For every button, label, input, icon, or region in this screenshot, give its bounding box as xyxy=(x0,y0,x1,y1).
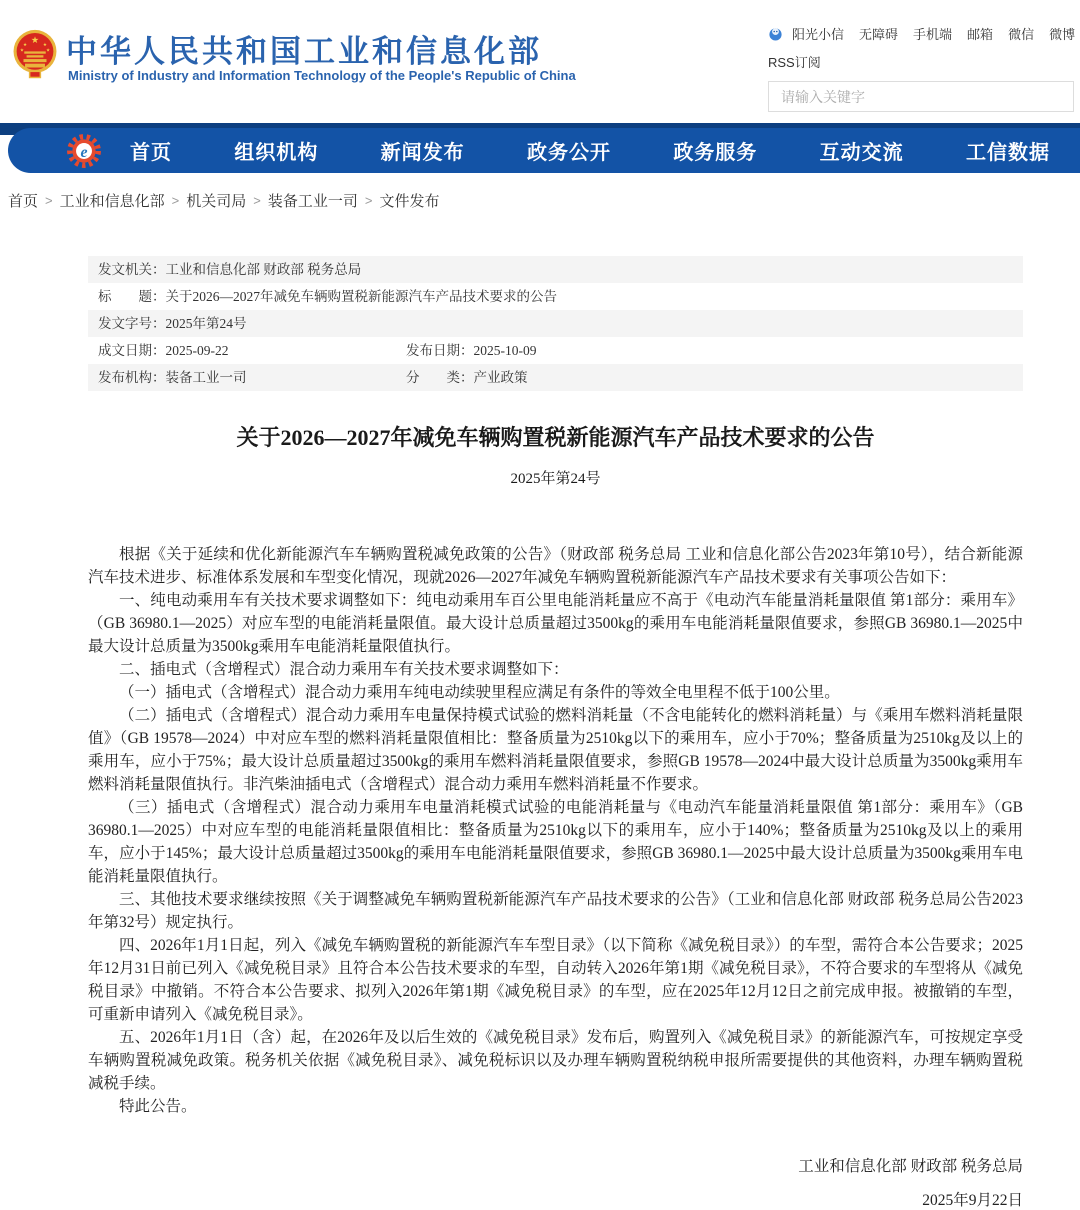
meta-label: 发文字号： xyxy=(98,316,166,331)
breadcrumb-separator: > xyxy=(171,193,180,208)
document-title: 关于2026—2027年减免车辆购置税新能源汽车产品技术要求的公告 xyxy=(236,425,875,450)
meta-label: 分 类： xyxy=(406,370,474,385)
meta-row-title xyxy=(88,283,1023,310)
signature-agencies: 工业和信息化部 财政部 税务总局 xyxy=(798,1158,1023,1175)
breadcrumb-separator: > xyxy=(364,193,373,208)
quick-link-mail[interactable]: 邮箱 xyxy=(967,27,994,42)
quick-link-accessibility[interactable]: 无障碍 xyxy=(859,27,899,42)
meta-label: 标 题： xyxy=(98,289,166,304)
svg-text:e: e xyxy=(80,143,88,161)
nav-item-gov-services[interactable]: 政务服务 xyxy=(673,142,758,164)
svg-text:★: ★ xyxy=(19,47,25,53)
body-paragraph: 二、插电式（含增程式）混合动力乘用车有关技术要求调整如下： xyxy=(119,661,569,678)
meta-value: 产业政策 xyxy=(473,370,528,385)
document-number: 2025年第24号 xyxy=(510,471,601,487)
meta-row-doc-number xyxy=(88,310,1023,337)
body-paragraph: （二）插电式（含增程式）混合动力乘用车电量保持模式试验的燃料消耗量（不含电能转化的燃料消耗量）与《乘用车燃料消耗量限值》（GB 19578—2024）中对应车型的燃料消耗量限值相比：整备质量为2510kg以下的乘用车，应小于70%；整备质量为2510kg及以上的乘用车，应小于75%；最大设计总质量超过3500kg的乘用车燃料消耗量限值要求，参照GB 19578—2024中最大设计总质量为3500kg乘用车燃料消耗量限值执行。非汽柴油插电式（含增程式）混合动力乘用车燃料消耗量不作要求。 xyxy=(88,707,1023,793)
meta-label: 发布日期： xyxy=(406,343,474,358)
miit-gear-e-logo-icon xyxy=(66,133,102,169)
meta-row-publisher-category xyxy=(88,364,1023,391)
nav-item-gov-affairs[interactable]: 政务公开 xyxy=(526,142,611,164)
quick-link-weibo[interactable]: 微博 xyxy=(1049,27,1076,42)
body-paragraph: （一）插电式（含增程式）混合动力乘用车纯电动续驶里程应满足有条件的等效全电里程不低于100公里。 xyxy=(119,684,840,701)
meta-row-issuing-authority xyxy=(88,256,1023,283)
nav-items xyxy=(130,136,1050,165)
nav-item-news[interactable]: 新闻发布 xyxy=(380,142,465,164)
meta-label: 成文日期： xyxy=(98,343,166,358)
body-paragraph: 四、2026年1月1日起，列入《减免车辆购置税的新能源汽车车型目录》（以下简称《减免税目录》）的车型，需符合本公告要求；2025年12月31日前已列入《减免税目录》且符合本公告技术要求的车型，自动转入2026年第1期《减免税目录》，不符合要求的车型将从《减免税目录》中撤销。不符合本公告要求、拟列入2026年第1期《减免税目录》的车型，应在2025年12月12日之前完成申报。被撤销的车型，可重新申请列入《减免税目录》。 xyxy=(88,937,1023,1023)
svg-text:★: ★ xyxy=(22,42,28,48)
meta-value: 工业和信息化部 财政部 税务总局 xyxy=(165,262,362,277)
document-body xyxy=(88,543,1023,1118)
document-page xyxy=(88,256,1023,1210)
meta-label: 发布机构： xyxy=(98,370,166,385)
breadcrumb-departments[interactable]: 机关司局 xyxy=(186,193,247,210)
national-emblem-icon xyxy=(12,28,58,84)
nav-item-organization[interactable]: 组织机构 xyxy=(234,142,319,164)
quick-link-sunshine[interactable]: 阳光小信 xyxy=(792,27,845,42)
svg-text:★: ★ xyxy=(45,47,51,53)
search-input[interactable] xyxy=(769,82,1073,111)
body-paragraph: 根据《关于延续和优化新能源汽车车辆购置税减免政策的公告》（财政部 税务总局 工业和信息化部公告2023年第10号），结合新能源汽车技术进步、标准体系发展和车型变化情况，现就2026—2027年减免车辆购置税新能源汽车产品技术要求有关事项公告如下： xyxy=(88,546,1023,586)
breadcrumb-home[interactable]: 首页 xyxy=(8,193,39,210)
site-search xyxy=(768,81,1074,112)
quick-link-mobile[interactable]: 手机端 xyxy=(913,27,953,42)
sunshine-mascot-icon xyxy=(768,26,783,41)
svg-text:★: ★ xyxy=(42,42,48,48)
breadcrumb-separator: > xyxy=(253,193,261,208)
nav-item-data[interactable]: 工信数据 xyxy=(965,142,1050,164)
header-quick-links xyxy=(768,24,1074,71)
svg-text:★: ★ xyxy=(30,34,40,45)
meta-value: 装备工业一司 xyxy=(165,370,247,385)
meta-row-dates xyxy=(88,337,1023,364)
quick-link-rss[interactable]: RSS订阅 xyxy=(768,55,821,70)
breadcrumb xyxy=(8,190,1080,211)
nav-item-home[interactable]: 首页 xyxy=(130,142,172,164)
body-paragraph: 特此公告。 xyxy=(119,1098,197,1115)
breadcrumb-document-release[interactable]: 文件发布 xyxy=(379,193,440,210)
site-subtitle-english: Ministry of Industry and Information Technology of the People's Republic of China xyxy=(68,68,576,83)
meta-value: 2025-10-09 xyxy=(473,343,537,358)
nav-bar xyxy=(8,128,1080,173)
body-paragraph: 五、2026年1月1日（含）起，在2026年及以后生效的《减免税目录》发布后，购置列入《减免税目录》的新能源汽车，可按规定享受车辆购置税减免政策。税务机关依据《减免税目录》、减免税标识以及办理车辆购置税纳税申报所需要提供的其他资料，办理车辆购置税减税手续。 xyxy=(88,1029,1023,1092)
signature-block xyxy=(88,1154,1023,1210)
main-navigation xyxy=(0,123,1080,173)
document-meta-table xyxy=(88,256,1023,391)
breadcrumb-separator: > xyxy=(45,193,53,208)
body-paragraph: （三）插电式（含增程式）混合动力乘用车电量消耗模式试验的电能消耗量与《电动汽车能量消耗量限值 第1部分：乘用车》（GB 36980.1—2025）中对应车型的电能消耗量限值相比：整备质量为2510kg以下的乘用车，应小于140%；整备质量为2510kg及以上的乘用车，应小于145%；最大设计总质量超过3500kg的乘用车电能消耗量限值要求，参照GB 36980.1—2025中最大设计总质量为3500kg乘用车电能消耗量限值执行。 xyxy=(88,799,1023,885)
quick-link-wechat[interactable]: 微信 xyxy=(1008,27,1035,42)
nav-item-interaction[interactable]: 互动交流 xyxy=(819,142,904,164)
signature-date: 2025年9月22日 xyxy=(922,1192,1023,1209)
body-paragraph: 一、纯电动乘用车有关技术要求调整如下：纯电动乘用车百公里电能消耗量应不高于《电动汽车能量消耗量限值 第1部分：乘用车》（GB 36980.1—2025）对应车型的电能消耗量限值。最大设计总质量超过3500kg的乘用车电能消耗量限值要求，参照GB 36980.1—2025中最大设计总质量为3500kg乘用车电能消耗量限值执行。 xyxy=(88,592,1023,655)
breadcrumb-equipment-dept[interactable]: 装备工业一司 xyxy=(267,193,358,210)
meta-value: 2025年第24号 xyxy=(165,316,247,331)
breadcrumb-miit[interactable]: 工业和信息化部 xyxy=(59,193,165,210)
site-header xyxy=(0,0,1080,123)
meta-label: 发文机关： xyxy=(98,262,166,277)
meta-value: 2025-09-22 xyxy=(165,343,229,358)
site-title: 中华人民共和国工业和信息化部 xyxy=(66,34,542,69)
meta-value: 关于2026—2027年减免车辆购置税新能源汽车产品技术要求的公告 xyxy=(165,289,557,304)
body-paragraph: 三、其他技术要求继续按照《关于调整减免车辆购置税新能源汽车产品技术要求的公告》（工业和信息化部 财政部 税务总局公告2023年第32号）规定执行。 xyxy=(88,891,1023,931)
